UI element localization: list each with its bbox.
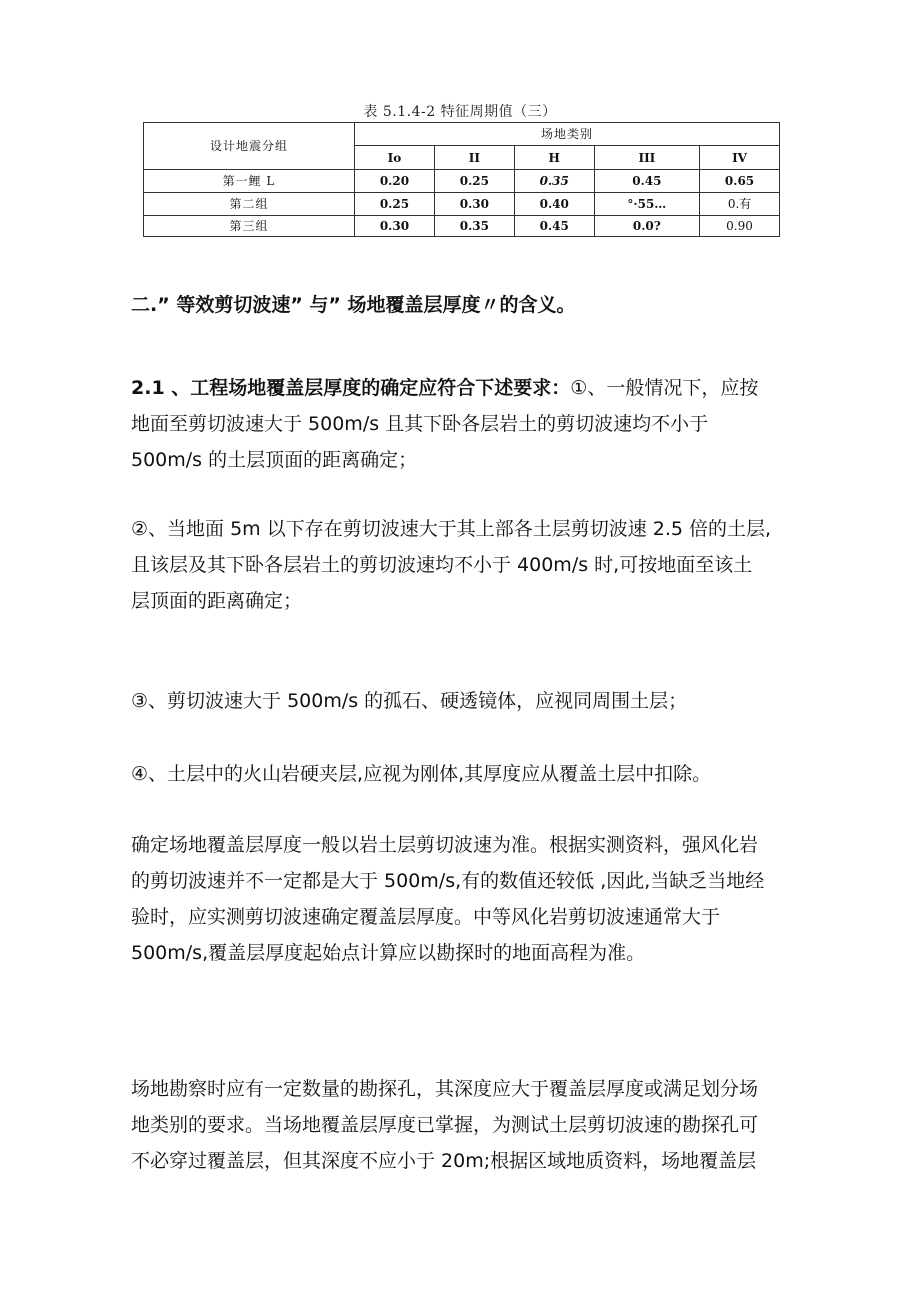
table-column-header: II (434, 146, 514, 170)
table-cell: 0.30 (434, 193, 514, 216)
paragraph-line: 不必穿过覆盖层，但其深度不应小于 20m;根据区域地质资料，场地覆盖层 (131, 1150, 757, 1172)
table-group-header: 场地类别 (355, 123, 780, 146)
table-row-label: 第二组 (144, 193, 355, 216)
section-heading: 二.” 等效剪切波速” 与” 场地覆盖层厚度〃的含义。 (131, 294, 576, 316)
table-cell: 0.30 (355, 216, 435, 237)
table-column-header: H (514, 146, 594, 170)
table-row-label: 第一鲤 L (144, 170, 355, 193)
paragraph-line: ④、土层中的火山岩硬夹层,应视为刚体,其厚度应从覆盖土层中扣除。 (131, 763, 712, 785)
paragraph-line: 确定场地覆盖层厚度一般以岩土层剪切波速为准。根据实测资料，强风化岩 (131, 834, 759, 856)
paragraph-line: 验时，应实测剪切波速确定覆盖层厚度。中等风化岩剪切波速通常大于 (131, 906, 721, 928)
table-cell: °·55… (594, 193, 699, 216)
table-cell: 0.25 (434, 170, 514, 193)
paragraph-survey (131, 1071, 799, 1179)
table-column-header: IV (700, 146, 780, 170)
table-cell: 0.有 (700, 193, 780, 216)
paragraph-item-3 (131, 683, 799, 719)
paragraph-2-1 (131, 370, 799, 478)
paragraph-item-2 (131, 511, 799, 619)
table-cell: 0.65 (700, 170, 780, 193)
paragraph-line: 500m∕s 的土层顶面的距离确定； (131, 449, 418, 471)
table-cell: 0.45 (514, 216, 594, 237)
table-column-header: III (594, 146, 699, 170)
table-cell: 0.40 (514, 193, 594, 216)
table-row-label: 第三组 (144, 216, 355, 237)
paragraph-line: 地面至剪切波速大于 500m∕s 且其下卧各层岩土的剪切波速均不小于 (131, 413, 709, 435)
table-header-row (144, 123, 780, 146)
paragraph-line: 500m∕s,覆盖层厚度起始点计算应以勘探时的地面高程为准。 (131, 942, 646, 964)
paragraph-text: ①、一般情况下，应按 (570, 377, 759, 399)
table-cell: 0.20 (355, 170, 435, 193)
table-cell: 0.35 (514, 170, 594, 193)
paragraph-item-4 (131, 756, 799, 792)
table-corner-label: 设计地震分组 (144, 123, 355, 170)
table-row (144, 216, 780, 237)
paragraph-line: ③、剪切波速大于 500m∕s 的孤石、硬透镜体，应视同周围土层； (131, 690, 688, 712)
paragraph-line: 的剪切波速并不一定都是大于 500m∕s,有的数值还较低 ,因此,当缺乏当地经 (131, 870, 765, 892)
table-cell: 0.45 (594, 170, 699, 193)
table-cell: 0.35 (434, 216, 514, 237)
paragraph-line: 且该层及其下卧各层岩土的剪切波速均不小于 400m∕s 时,可按地面至该土 (131, 554, 753, 576)
paragraph-line (131, 370, 799, 406)
characteristic-period-table (143, 122, 780, 237)
table-cell: 0.0? (594, 216, 699, 237)
paragraph-determine (131, 827, 799, 971)
paragraph-line: 场地勘察时应有一定数量的勘探孔，其深度应大于覆盖层厚度或满足划分场 (131, 1078, 759, 1100)
table-row (144, 193, 780, 216)
paragraph-line: ②、当地面 5m 以下存在剪切波速大于其上部各土层剪切波速 2.5 倍的土层, (131, 518, 772, 540)
paragraph-lead: 2.1 、工程场地覆盖层厚度的确定应符合下述要求： (131, 377, 571, 399)
table-column-header: Io (355, 146, 435, 170)
table-cell: 0.90 (700, 216, 780, 237)
table-row (144, 170, 780, 193)
paragraph-line: 地类别的要求。当场地覆盖层厚度已掌握，为测试土层剪切波速的勘探孔可 (131, 1114, 759, 1136)
table-cell: 0.25 (355, 193, 435, 216)
table-caption: 表 5.1.4-2 特征周期值（三） (363, 104, 557, 120)
paragraph-line: 层顶面的距离确定； (131, 590, 303, 612)
